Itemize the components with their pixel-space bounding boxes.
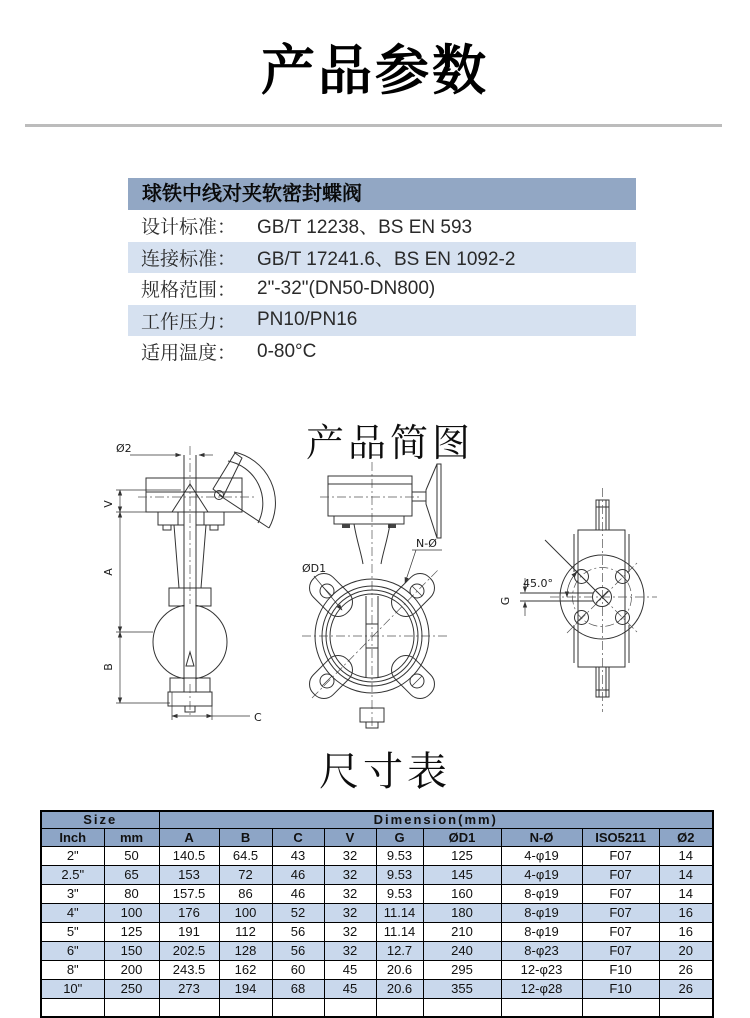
table-row <box>41 903 713 922</box>
size-group-header: Size <box>41 811 159 828</box>
spec-value: 0-80°C <box>257 340 317 362</box>
table-cell <box>659 998 713 1017</box>
dimension-group-header: Dimension(mm) <box>159 811 713 828</box>
table-cell: 112 <box>219 922 272 941</box>
table-cell: 14 <box>659 865 713 884</box>
table-cell: 45 <box>324 960 376 979</box>
table-cell: 8-φ19 <box>501 884 582 903</box>
table-cell: 32 <box>324 922 376 941</box>
col-header-g: G <box>376 828 423 846</box>
table-cell: 355 <box>423 979 501 998</box>
table-cell: F07 <box>582 846 659 865</box>
table-cell: 56 <box>272 922 324 941</box>
table-cell: 125 <box>423 846 501 865</box>
spec-value: GB/T 17241.6、BS EN 1092-2 <box>257 248 516 270</box>
dimension-table <box>40 810 714 1018</box>
table-cell: F07 <box>582 884 659 903</box>
front-view-drawing <box>300 440 500 730</box>
table-cell: F07 <box>582 922 659 941</box>
table-cell: 32 <box>324 846 376 865</box>
table-cell: 64.5 <box>219 846 272 865</box>
table-cell: 16 <box>659 922 713 941</box>
table-cell: 191 <box>159 922 219 941</box>
spec-label: 规格范围： <box>141 280 237 302</box>
table-cell: 46 <box>272 884 324 903</box>
column-header-row <box>41 828 713 846</box>
spec-value: 2"-32"(DN50-DN800) <box>257 277 436 299</box>
dim-label-n: N-Ø <box>416 537 437 550</box>
col-header-d1: ØD1 <box>423 828 501 846</box>
table-cell <box>159 998 219 1017</box>
table-cell: 180 <box>423 903 501 922</box>
table-cell: 20.6 <box>376 960 423 979</box>
table-cell: 12.7 <box>376 941 423 960</box>
table-cell: 11.14 <box>376 903 423 922</box>
top-view-drawing <box>495 480 720 720</box>
col-header-inch: Inch <box>41 828 104 846</box>
table-cell: 20 <box>659 941 713 960</box>
spec-row <box>128 210 636 242</box>
table-cell: 176 <box>159 903 219 922</box>
spec-row <box>128 273 636 305</box>
table-row <box>41 960 713 979</box>
table-cell: 6" <box>41 941 104 960</box>
table-cell: F07 <box>582 903 659 922</box>
table-cell: 153 <box>159 865 219 884</box>
col-header-a: A <box>159 828 219 846</box>
table-row <box>41 941 713 960</box>
dim-label-v: V <box>102 500 115 508</box>
table-cell: F10 <box>582 960 659 979</box>
table-cell: 150 <box>104 941 159 960</box>
dimension-section-title: 尺寸表 <box>319 750 451 794</box>
spec-label: 工作压力： <box>141 311 237 333</box>
table-cell <box>501 998 582 1017</box>
col-header-iso: ISO5211 <box>582 828 659 846</box>
spec-table-header: 球铁中线对夹软密封蝶阀 <box>128 178 636 210</box>
table-cell: 9.53 <box>376 865 423 884</box>
table-cell: 8-φ19 <box>501 903 582 922</box>
table-cell: 45 <box>324 979 376 998</box>
table-cell: 157.5 <box>159 884 219 903</box>
table-cell: 5" <box>41 922 104 941</box>
table-cell <box>272 998 324 1017</box>
col-header-b: B <box>219 828 272 846</box>
spec-row <box>128 305 636 337</box>
spec-table <box>128 178 636 368</box>
table-cell: F10 <box>582 979 659 998</box>
table-row <box>41 846 713 865</box>
title-divider <box>25 124 722 127</box>
table-cell: 32 <box>324 903 376 922</box>
table-cell: 12-φ28 <box>501 979 582 998</box>
table-cell: 243.5 <box>159 960 219 979</box>
table-cell: 52 <box>272 903 324 922</box>
table-cell <box>324 998 376 1017</box>
spec-label: 设计标准： <box>141 217 237 239</box>
table-cell: 200 <box>104 960 159 979</box>
table-cell: 125 <box>104 922 159 941</box>
table-row <box>41 865 713 884</box>
table-row-partial <box>41 998 713 1017</box>
table-cell: 194 <box>219 979 272 998</box>
spec-label: 连接标准： <box>141 248 237 270</box>
dim-label-g: G <box>499 596 512 606</box>
table-cell: 240 <box>423 941 501 960</box>
spec-table-rows <box>128 210 636 368</box>
table-cell: F07 <box>582 865 659 884</box>
table-cell <box>219 998 272 1017</box>
table-cell <box>582 998 659 1017</box>
table-cell: 160 <box>423 884 501 903</box>
spec-label: 适用温度： <box>141 343 237 365</box>
table-cell: 60 <box>272 960 324 979</box>
col-header-n: N-Ø <box>501 828 582 846</box>
spec-value: GB/T 12238、BS EN 593 <box>257 217 473 239</box>
spec-value: PN10/PN16 <box>257 309 358 331</box>
table-cell: 4-φ19 <box>501 846 582 865</box>
table-cell: 56 <box>272 941 324 960</box>
table-cell: 273 <box>159 979 219 998</box>
table-cell: 8-φ23 <box>501 941 582 960</box>
table-cell: 4-φ19 <box>501 865 582 884</box>
table-cell: 26 <box>659 979 713 998</box>
table-cell: 100 <box>104 903 159 922</box>
table-cell: 32 <box>324 941 376 960</box>
table-cell: 2" <box>41 846 104 865</box>
table-cell: 12-φ23 <box>501 960 582 979</box>
table-cell: 11.14 <box>376 922 423 941</box>
table-cell: 140.5 <box>159 846 219 865</box>
table-cell: 100 <box>219 903 272 922</box>
sketch-section-title: 产品简图 <box>305 423 475 465</box>
dim-label-b: B <box>102 663 115 671</box>
side-view-drawing <box>60 440 290 730</box>
table-cell: 9.53 <box>376 884 423 903</box>
col-header-v: V <box>324 828 376 846</box>
table-cell: 14 <box>659 846 713 865</box>
table-cell: 20.6 <box>376 979 423 998</box>
dimension-table-body <box>41 846 713 1017</box>
table-cell: 202.5 <box>159 941 219 960</box>
table-cell: 43 <box>272 846 324 865</box>
dim-label-a: A <box>102 568 115 576</box>
angle-label: 45.0° <box>523 577 553 590</box>
table-cell: 50 <box>104 846 159 865</box>
dim-label-c: C <box>254 711 262 724</box>
table-cell: 32 <box>324 865 376 884</box>
table-cell: 128 <box>219 941 272 960</box>
group-header-row <box>41 811 713 828</box>
table-cell: 32 <box>324 884 376 903</box>
table-cell: 210 <box>423 922 501 941</box>
table-cell: 250 <box>104 979 159 998</box>
table-row <box>41 884 713 903</box>
table-cell <box>423 998 501 1017</box>
table-cell <box>41 998 104 1017</box>
table-cell: 26 <box>659 960 713 979</box>
col-header-mm: mm <box>104 828 159 846</box>
table-cell: 8" <box>41 960 104 979</box>
table-cell: 295 <box>423 960 501 979</box>
dim-label-d1: ØD1 <box>302 562 327 575</box>
col-header-d2: Ø2 <box>659 828 713 846</box>
table-cell: 80 <box>104 884 159 903</box>
table-cell: 9.53 <box>376 846 423 865</box>
table-row <box>41 922 713 941</box>
table-cell: 86 <box>219 884 272 903</box>
page-title: 产品参数 <box>261 41 489 101</box>
dim-label-d2: Ø2 <box>116 442 132 455</box>
table-cell: 46 <box>272 865 324 884</box>
spec-row <box>128 242 636 274</box>
table-cell: 2.5" <box>41 865 104 884</box>
table-cell <box>376 998 423 1017</box>
spec-row <box>128 336 636 368</box>
table-cell: 8-φ19 <box>501 922 582 941</box>
table-cell: 3" <box>41 884 104 903</box>
table-cell: F07 <box>582 941 659 960</box>
table-cell: 162 <box>219 960 272 979</box>
table-cell: 4" <box>41 903 104 922</box>
table-cell: 65 <box>104 865 159 884</box>
table-cell: 145 <box>423 865 501 884</box>
table-cell <box>104 998 159 1017</box>
table-cell: 68 <box>272 979 324 998</box>
table-row <box>41 979 713 998</box>
table-cell: 14 <box>659 884 713 903</box>
table-cell: 10" <box>41 979 104 998</box>
table-cell: 72 <box>219 865 272 884</box>
table-cell: 16 <box>659 903 713 922</box>
col-header-c: C <box>272 828 324 846</box>
